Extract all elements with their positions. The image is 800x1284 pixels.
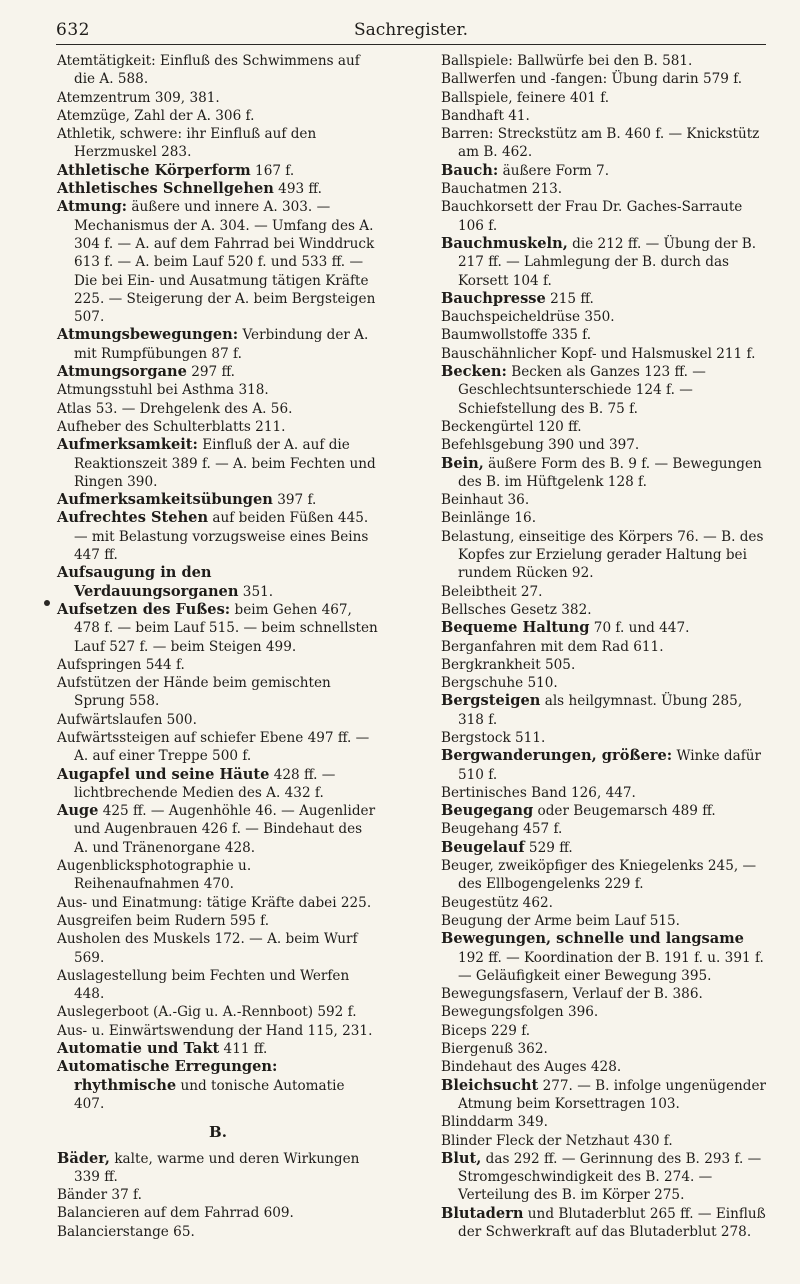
entry-headword: Automatische Erregungen: rhythmische xyxy=(57,1058,278,1094)
index-entry xyxy=(441,1022,767,1040)
entry-text: Balancierstange 65. xyxy=(57,1223,195,1240)
index-entry xyxy=(57,107,379,125)
index-entry xyxy=(57,491,379,509)
index-entry xyxy=(441,729,767,747)
entry-text: Berganfahren mit dem Rad 611. xyxy=(441,638,664,655)
index-entry xyxy=(57,1022,379,1040)
index-entry xyxy=(57,180,379,198)
entry-text: Biergenuß 362. xyxy=(441,1041,548,1058)
index-entry xyxy=(441,1205,767,1242)
index-entry xyxy=(57,912,379,930)
index-entry xyxy=(57,1186,379,1204)
entry-text: Barren: Streckstütz am B. 460 f. — Knickstütz am B. 462. xyxy=(441,126,760,161)
index-entry xyxy=(57,509,379,564)
entry-text: 493 ff. xyxy=(273,181,322,198)
entry-headword: Bergwanderungen, größere: xyxy=(441,747,673,765)
entry-text: Befehlsgebung 390 und 397. xyxy=(441,437,640,454)
index-entry xyxy=(57,418,379,436)
index-entry xyxy=(57,363,379,381)
entry-text: 277. — B. infolge ungenügender Atmung beim Korsettragen 103. xyxy=(458,1077,766,1112)
index-entry xyxy=(57,52,379,89)
index-entry xyxy=(441,912,767,930)
entry-text: auf beiden Füßen 445. — mit Belastung vorzugsweise eines Beins 447 ff. xyxy=(74,510,369,564)
entry-text: 425 ff. — Augenhöhle 46. — Augenlider und Augenbrauen 426 f. — Bindehaut des A. und Tränenorgane 428. xyxy=(74,803,376,856)
index-entry xyxy=(441,619,767,637)
left-column xyxy=(57,52,379,1241)
index-entry xyxy=(57,1058,379,1113)
entry-headword: Bewegungen, schnelle und langsame xyxy=(441,930,744,948)
index-entry xyxy=(441,894,767,912)
entry-text: Bauschähnlicher Kopf- und Halsmuskel 211 f. xyxy=(441,345,756,362)
entry-text: Atlas 53. — Drehgelenk des A. 56. xyxy=(57,400,293,417)
index-entry xyxy=(441,857,767,894)
index-entry xyxy=(57,1204,379,1222)
entry-text: Balancieren auf dem Fahrrad 609. xyxy=(57,1205,294,1222)
entry-headword: Bauch: xyxy=(441,161,499,179)
entry-text: Athletik, schwere: ihr Einfluß auf den Herzmuskel 283. xyxy=(57,126,317,161)
entry-headword: Automatie und Takt xyxy=(57,1040,220,1058)
index-entry xyxy=(441,601,767,619)
index-entry xyxy=(57,89,379,107)
page-header xyxy=(56,16,766,46)
entry-text: 397 f. xyxy=(272,492,317,509)
entry-headword: Bleichsucht xyxy=(441,1076,539,1094)
index-entry xyxy=(57,729,379,766)
entry-text: Bellsches Gesetz 382. xyxy=(441,601,592,618)
entry-headword: Bäder, xyxy=(57,1149,110,1167)
entry-text: Aufwärtslaufen 500. xyxy=(57,711,197,728)
entry-text: Blinddarm 349. xyxy=(441,1114,548,1131)
entry-text: äußere Form 7. xyxy=(498,162,610,179)
index-entry xyxy=(57,381,379,399)
entry-text: Ausholen des Muskels 172. — A. beim Wurf 569. xyxy=(57,931,358,966)
index-entry xyxy=(441,491,767,509)
entry-text: Atemtätigkeit: Einfluß des Schwimmens auf die A. 588. xyxy=(57,53,360,88)
entry-headword: Bauchmuskeln, xyxy=(441,234,568,252)
entry-headword: Atmungsorgane xyxy=(57,363,187,381)
index-entry xyxy=(441,528,767,583)
index-entry xyxy=(441,326,767,344)
entry-text: Beuger, zweiköpfiger des Kniegelenks 245, — des Ellbogengelenks 229 f. xyxy=(441,858,757,893)
entry-text: Beugung der Arme beim Lauf 515. xyxy=(441,912,680,929)
entry-headword: Blutadern xyxy=(441,1204,524,1222)
entry-headword: Bergsteigen xyxy=(441,692,541,710)
entry-text: Biceps 229 f. xyxy=(441,1022,531,1039)
index-entry xyxy=(441,198,767,235)
index-entry xyxy=(441,436,767,454)
entry-text: Aus- u. Einwärtswendung der Hand 115, 231. xyxy=(57,1022,373,1039)
entry-text: und Blutaderblut 265 ff. — Einfluß der Schwerkraft auf das Blutaderblut 278. xyxy=(458,1205,766,1240)
entry-text: 428 ff. — lichtbrechende Medien des A. 432 f. xyxy=(74,766,336,801)
entry-headword: Athletische Körperform xyxy=(57,161,251,179)
entry-text: Beinlänge 16. xyxy=(441,510,537,527)
index-entry xyxy=(441,674,767,692)
entry-text: Bandhaft 41. xyxy=(441,107,530,124)
index-entry xyxy=(441,107,767,125)
entry-text: Aufheber des Schulterblatts 211. xyxy=(57,418,286,435)
index-entry xyxy=(441,985,767,1003)
index-entry xyxy=(57,162,379,180)
entry-text: Beugestütz 462. xyxy=(441,894,553,911)
right-column xyxy=(441,52,767,1241)
section-letter: B. xyxy=(209,1123,227,1142)
running-title: Sachregister. xyxy=(353,20,469,40)
entry-text: Baumwollstoffe 335 f. xyxy=(441,327,592,344)
index-entry xyxy=(441,1113,767,1131)
index-entry xyxy=(441,89,767,107)
entry-text: Auslagestellung beim Fechten und Werfen 448. xyxy=(57,967,350,1003)
entry-text: die 212 ff. — Übung der B. 217 ff. — Lahmlegung der B. durch das Korsett 104 f. xyxy=(458,235,757,289)
index-entry xyxy=(57,674,379,711)
index-entry xyxy=(441,455,767,492)
entry-text: Beckengürtel 120 ff. xyxy=(441,418,582,435)
entry-text: Ballwerfen und -fangen: Übung darin 579 f. xyxy=(441,71,743,88)
entry-text: Beleibtheit 27. xyxy=(441,583,543,600)
index-entry xyxy=(441,1132,767,1150)
index-entry xyxy=(441,418,767,436)
index-entry xyxy=(441,52,767,70)
entry-text: Bänder 37 f. xyxy=(57,1187,142,1204)
entry-text: Bauchatmen 213. xyxy=(441,181,563,198)
entry-text: Winke dafür 510 f. xyxy=(458,748,762,783)
entry-headword: Augapfel und seine Häute xyxy=(57,765,270,783)
entry-headword: Aufsetzen des Fußes: xyxy=(57,600,231,618)
entry-text: beim Gehen 467, 478 f. — beim Lauf 515. — beim schnellsten Lauf 527 f. — beim Steigen 499. xyxy=(74,601,378,655)
index-entry xyxy=(57,857,379,894)
index-entry xyxy=(441,1003,767,1021)
index-entry xyxy=(441,839,767,857)
index-entry xyxy=(57,1223,379,1241)
index-entry xyxy=(441,583,767,601)
entry-headword: Becken: xyxy=(441,363,507,381)
entry-text: Bewegungsfasern, Verlauf der B. 386. xyxy=(441,986,703,1003)
entry-text: als heilgymnast. Übung 285, 318 f. xyxy=(458,693,743,728)
entry-text: Auslegerboot (A.-Gig u. A.-Rennboot) 592 f. xyxy=(57,1004,357,1021)
index-entry xyxy=(441,638,767,656)
entry-text: Beugehang 457 f. xyxy=(441,821,563,838)
index-entry xyxy=(57,564,379,601)
entry-text: Bindehaut des Auges 428. xyxy=(441,1059,622,1076)
index-entry xyxy=(441,1077,767,1114)
index-entry xyxy=(441,747,767,784)
index-entry xyxy=(441,1040,767,1058)
index-entry xyxy=(441,363,767,418)
entry-text: Blinder Fleck der Netzhaut 430 f. xyxy=(441,1132,673,1149)
entry-text: das 292 ff. — Gerinnung des B. 293 f. — Stromgeschwindigkeit des B. 274. — Verteilung des B. im Körper 275. xyxy=(458,1150,762,1204)
entry-text: Ballspiele: Ballwürfe bei den B. 581. xyxy=(441,53,693,69)
entry-headword: Aufrechtes Stehen xyxy=(57,509,209,527)
index-entry xyxy=(57,436,379,491)
page-number: 632 xyxy=(56,20,90,40)
entry-text: Bauchkorsett der Frau Dr. Gaches-Sarraute 106 f. xyxy=(441,199,743,234)
index-entry xyxy=(441,180,767,198)
entry-text: kalte, warme und deren Wirkungen 339 ff. xyxy=(74,1150,360,1185)
index-entry xyxy=(441,125,767,162)
index-entry xyxy=(57,930,379,967)
entry-text: Einfluß der A. auf die Reaktionszeit 389 f. — A. beim Fechten und Ringen 390. xyxy=(74,437,376,490)
entry-text: Becken als Ganzes 123 ff. — Geschlechtsunterschiede 124 f. — Schiefstellung des B. 75 f. xyxy=(458,364,706,417)
entry-headword: Bauchpresse xyxy=(441,289,546,307)
index-entry xyxy=(441,820,767,838)
entry-text: Aus- und Einatmung: tätige Kräfte dabei 225. xyxy=(57,894,372,911)
entry-headword: Atmungsbewegungen: xyxy=(57,326,239,344)
entry-text: Atemzentrum 309, 381. xyxy=(57,89,220,106)
entry-text: 192 ff. — Koordination der B. 191 f. u. 391 f. — Geläufigkeit einer Bewegung 395. xyxy=(458,949,764,984)
header-rule xyxy=(56,44,766,45)
index-entry xyxy=(57,125,379,162)
index-entry xyxy=(57,400,379,418)
entry-text: und tonische Automatie 407. xyxy=(74,1077,345,1112)
margin-dot xyxy=(44,600,50,606)
index-entry xyxy=(57,894,379,912)
index-entry xyxy=(57,802,379,857)
index-entry xyxy=(57,326,379,363)
index-entry xyxy=(57,1040,379,1058)
index-entry xyxy=(57,1003,379,1021)
index-entry xyxy=(441,70,767,88)
entry-headword: Aufsaugung in den Verdauungsorganen xyxy=(57,564,239,600)
entry-headword: Beugegang xyxy=(441,802,534,820)
entry-text: Aufwärtssteigen auf schiefer Ebene 497 ff. — A. auf einer Treppe 500 f. xyxy=(57,729,370,765)
entry-text: Bergkrankheit 505. xyxy=(441,656,576,673)
index-entry xyxy=(441,290,767,308)
entry-headword: Beugelauf xyxy=(441,838,525,856)
index-entry xyxy=(441,162,767,180)
entry-text: 215 ff. xyxy=(545,290,594,307)
entry-text: 297 ff. xyxy=(186,364,235,381)
entry-text: 529 ff. xyxy=(524,839,573,856)
index-entry xyxy=(441,930,767,985)
index-entry xyxy=(441,308,767,326)
entry-text: Atmungsstuhl bei Asthma 318. xyxy=(57,382,269,399)
entry-text: oder Beugemarsch 489 ff. xyxy=(533,803,716,820)
entry-text: Bauchspeicheldrüse 350. xyxy=(441,309,615,326)
index-entry xyxy=(57,601,379,656)
index-entry xyxy=(441,692,767,729)
index-entry xyxy=(441,1058,767,1076)
entry-text: Aufspringen 544 f. xyxy=(57,656,185,673)
index-entry xyxy=(441,802,767,820)
entry-text: Ausgreifen beim Rudern 595 f. xyxy=(57,912,270,929)
index-entry xyxy=(441,509,767,527)
entry-text: Bergschuhe 510. xyxy=(441,675,558,692)
entry-text: 167 f. xyxy=(250,162,295,179)
index-entry xyxy=(441,784,767,802)
entry-text: Bertinisches Band 126, 447. xyxy=(441,784,636,801)
index-entry xyxy=(57,198,379,326)
entry-text: 351. xyxy=(238,583,274,600)
index-entry xyxy=(441,345,767,363)
index-entry xyxy=(441,656,767,674)
index-entry xyxy=(57,1150,379,1187)
entry-headword: Blut, xyxy=(441,1149,482,1167)
entry-text: 70 f. und 447. xyxy=(589,620,690,637)
index-entry xyxy=(57,766,379,803)
entry-text: Ballspiele, feinere 401 f. xyxy=(441,89,610,106)
index-entry xyxy=(441,235,767,290)
entry-text: äußere Form des B. 9 f. — Bewegungen des B. im Hüftgelenk 128 f. xyxy=(458,455,762,490)
entry-text: Aufstützen der Hände beim gemischten Sprung 558. xyxy=(57,675,331,710)
entry-headword: Aufmerksamkeitsübungen xyxy=(57,491,273,509)
entry-text: Verbindung der A. mit Rumpfübungen 87 f. xyxy=(74,327,369,362)
entry-headword: Auge xyxy=(57,802,99,820)
index-entry xyxy=(57,656,379,674)
index-entry xyxy=(57,711,379,729)
entry-headword: Bequeme Haltung xyxy=(441,619,590,637)
entry-text: 411 ff. xyxy=(219,1041,268,1058)
entry-text: Bewegungsfolgen 396. xyxy=(441,1004,599,1021)
entry-text: Belastung, einseitige des Körpers 76. — B. des Kopfes zur Erzielung gerader Haltung bei rundem Rücken 92. xyxy=(441,528,764,582)
entry-text: Bergstock 511. xyxy=(441,729,546,746)
entry-headword: Atmung: xyxy=(57,198,128,216)
index-entry xyxy=(57,967,379,1004)
entry-text: äußere und innere A. 303. — Mechanismus der A. 304. — Umfang des A. 304 f. — A. auf dem Fahrrad bei Winddruck 613 f. — A. beim Lauf 520 f. und 533 ff. — Die bei Ein- und Ausatmung tätigen Kräfte 225. — Steigerung der A. beim Bergsteigen 507. xyxy=(74,199,376,326)
entry-text: Beinhaut 36. xyxy=(441,492,530,509)
entry-text: Augenblicksphotographie u. Reihenaufnahmen 470. xyxy=(57,858,252,893)
entry-headword: Athletisches Schnellgehen xyxy=(57,180,274,198)
entry-headword: Bein, xyxy=(441,454,484,472)
entry-text: Atemzüge, Zahl der A. 306 f. xyxy=(57,107,255,124)
entry-headword: Aufmerksamkeit: xyxy=(57,436,198,454)
index-entry xyxy=(441,1150,767,1205)
